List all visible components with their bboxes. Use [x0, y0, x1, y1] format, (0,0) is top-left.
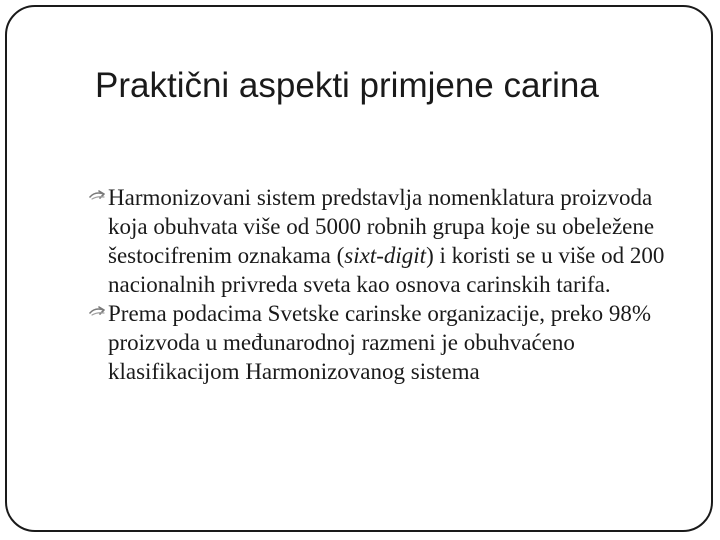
bullet-text: Prema podacima Svetske carinske organizacije, preko 98% proizvoda u međunarodnoj razmeni je obuhvaćeno klasifikacijom Harmonizovanog sistema	[108, 301, 652, 384]
arrow-bullet-icon	[89, 189, 107, 205]
slide-body	[89, 183, 689, 386]
arrow-bullet-icon	[89, 305, 107, 321]
slide-frame	[5, 5, 713, 532]
bullet-text: Harmonizovani sistem predstavlja nomenklatura proizvoda koja obuhvata više od 5000 robnih grupa koje su obeležene šestocifrenim oznakama (sixt-digit) i koristi se u više od 200 nacionalnih privreda sveta kao osnova carinskih tarifa.	[108, 185, 665, 297]
bullet-item	[89, 183, 689, 299]
italic-term: sixt-digit	[344, 243, 427, 268]
bullet-item	[89, 299, 689, 386]
slide-title: Praktični aspekti primjene carina	[95, 66, 599, 105]
